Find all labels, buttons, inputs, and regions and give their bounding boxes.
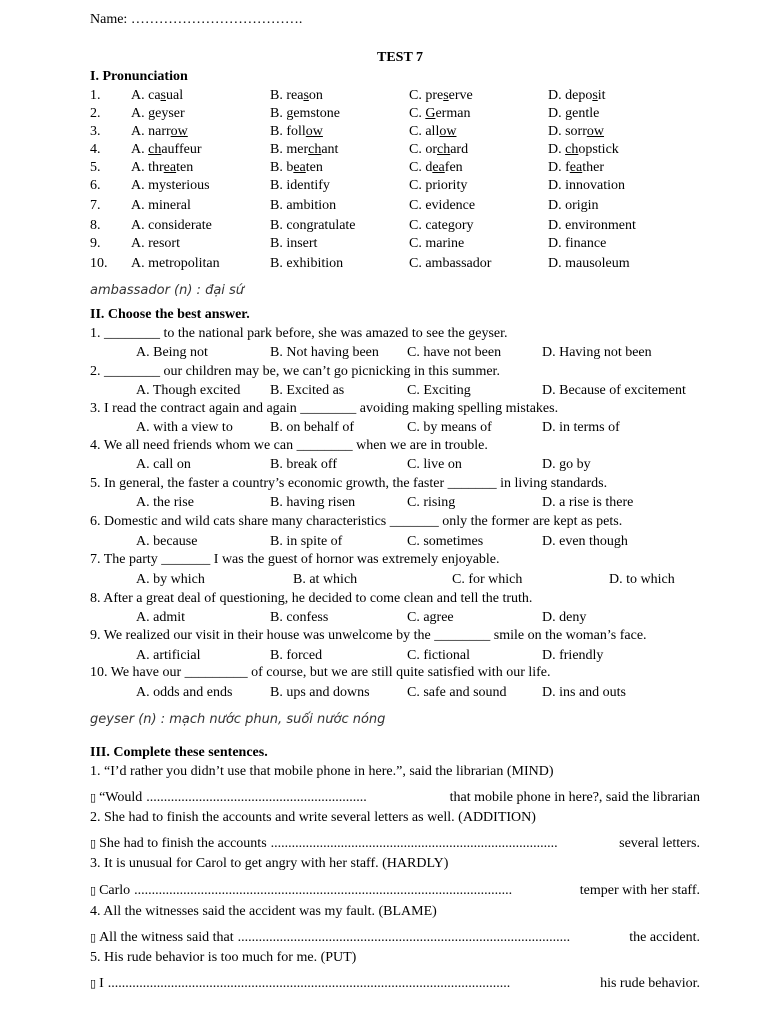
arrow-placeholder-icon: ▯ xyxy=(90,837,97,850)
answer-tail: the accident. xyxy=(629,930,700,945)
option-d: D. mausoleum xyxy=(548,256,630,271)
answer-lead: She had to finish the accounts xyxy=(99,836,267,851)
item-number: 6. xyxy=(90,178,101,193)
option-c: C. priority xyxy=(409,178,468,193)
option-a: A. metropolitan xyxy=(131,256,220,271)
answer-option: D. Because of excitement xyxy=(542,383,686,398)
answer-blank[interactable]: ................................................................................................................... xyxy=(107,976,511,991)
option-d: D. chopstick xyxy=(548,142,619,157)
question-text: 2. ________ our children may be, we can’t go picnicking in this summer. xyxy=(90,364,500,379)
option-a: A. resort xyxy=(131,236,180,251)
underlined-sound: g xyxy=(148,106,156,121)
underlined-sound: ow xyxy=(586,124,605,139)
answer-option: A. artificial xyxy=(136,648,201,663)
answer-lead: All the witness said that xyxy=(99,930,234,945)
item-number: 4. xyxy=(90,142,101,157)
answer-blank[interactable]: ............................................................................................................ xyxy=(134,883,513,898)
answer-tail: temper with her staff. xyxy=(579,883,700,898)
section3-heading: III. Complete these sentences. xyxy=(90,745,268,760)
option-b: B. gemstone xyxy=(270,106,340,121)
answer-option: B. having risen xyxy=(270,495,356,510)
underlined-sound: s xyxy=(303,88,309,103)
question-text: 3. I read the contract again and again ________ avoiding making spelling mistakes. xyxy=(90,401,559,416)
underlined-sound: s xyxy=(592,88,598,103)
section2-note: geyser (n) : mạch nước phun, suối nước nóng xyxy=(90,712,386,727)
option-a: A. narrow xyxy=(131,124,188,139)
answer-blank[interactable]: ............................................................... xyxy=(146,790,367,805)
item-number: 7. xyxy=(90,198,101,213)
answer-line xyxy=(90,930,700,946)
answer-option: D. Having not been xyxy=(542,345,652,360)
option-c: C. category xyxy=(409,218,474,233)
sentence-prompt: 5. His rude behavior is too much for me. (PUT) xyxy=(90,950,357,965)
sentence-prompt: 3. It is unusual for Carol to get angry with her staff. (HARDLY) xyxy=(90,856,449,871)
option-c: C. marine xyxy=(409,236,465,251)
answer-option: D. ins and outs xyxy=(542,685,626,700)
answer-option: A. with a view to xyxy=(136,420,233,435)
answer-option: C. by means of xyxy=(407,420,492,435)
answer-tail: his rude behavior. xyxy=(600,976,700,991)
answer-option: A. because xyxy=(136,534,198,549)
answer-option: B. ups and downs xyxy=(270,685,370,700)
arrow-placeholder-icon: ▯ xyxy=(90,884,97,897)
answer-tail: that mobile phone in here?, said the librarian xyxy=(449,790,700,805)
answer-option: A. odds and ends xyxy=(136,685,233,700)
option-d: D. finance xyxy=(548,236,607,251)
option-a: A. mineral xyxy=(131,198,191,213)
answer-option: D. deny xyxy=(542,610,587,625)
answer-option: B. Not having been xyxy=(270,345,379,360)
question-text: 6. Domestic and wild cats share many characteristics _______ only the former are kept as pets. xyxy=(90,514,623,529)
item-number: 9. xyxy=(90,236,101,251)
underlined-sound: G xyxy=(425,106,436,121)
underlined-sound: ch xyxy=(308,142,322,157)
answer-lead: Carlo xyxy=(99,883,131,898)
option-d: D. gentle xyxy=(548,106,600,121)
question-text: 1. ________ to the national park before, she was amazed to see the geyser. xyxy=(90,326,508,341)
sentence-prompt: 2. She had to finish the accounts and write several letters as well. (ADDITION) xyxy=(90,810,536,825)
question-text: 8. After a great deal of questioning, he decided to come clean and tell the truth. xyxy=(90,591,533,606)
underlined-sound: s xyxy=(443,88,449,103)
option-c: C. ambassador xyxy=(409,256,492,271)
answer-line xyxy=(90,976,700,992)
section2-heading: II. Choose the best answer. xyxy=(90,307,250,322)
section1-heading: I. Pronunciation xyxy=(90,69,188,84)
underlined-sound: ow xyxy=(439,124,457,139)
option-b: B. identify xyxy=(270,178,330,193)
answer-option: D. in terms of xyxy=(542,420,620,435)
answer-option: C. agree xyxy=(407,610,454,625)
answer-option: A. by which xyxy=(136,572,205,587)
answer-option: D. a rise is there xyxy=(542,495,634,510)
answer-option: B. in spite of xyxy=(270,534,343,549)
arrow-placeholder-icon: ▯ xyxy=(90,977,97,990)
sentence-prompt: 1. “I’d rather you didn’t use that mobile phone in here.”, said the librarian (MIND) xyxy=(90,764,554,779)
answer-option: D. go by xyxy=(542,457,591,472)
answer-lead: I xyxy=(99,976,104,991)
option-b: B. congratulate xyxy=(270,218,356,233)
answer-lead: “Would xyxy=(99,790,143,805)
answer-option: C. have not been xyxy=(407,345,502,360)
answer-option: C. rising xyxy=(407,495,456,510)
answer-line xyxy=(90,836,700,852)
answer-option: C. Exciting xyxy=(407,383,471,398)
option-c: C. orchard xyxy=(409,142,469,157)
option-c: C. evidence xyxy=(409,198,476,213)
underlined-sound: ch xyxy=(148,142,162,157)
item-number: 8. xyxy=(90,218,101,233)
option-d: D. origin xyxy=(548,198,599,213)
underlined-sound: ow xyxy=(170,124,188,139)
answer-option: A. Being not xyxy=(136,345,208,360)
option-a: A. threaten xyxy=(131,160,194,175)
item-number: 5. xyxy=(90,160,101,175)
answer-line xyxy=(90,883,700,899)
option-d: D. sorrow xyxy=(548,124,605,139)
answer-option: B. on behalf of xyxy=(270,420,354,435)
option-d: D. feather xyxy=(548,160,604,175)
answer-line xyxy=(90,790,700,806)
answer-option: C. sometimes xyxy=(407,534,484,549)
option-b: B. exhibition xyxy=(270,256,344,271)
underlined-sound: s xyxy=(160,88,166,103)
option-d: D. environment xyxy=(548,218,636,233)
answer-option: C. safe and sound xyxy=(407,685,507,700)
option-b: B. follow xyxy=(270,124,323,139)
option-b: B. merchant xyxy=(270,142,339,157)
answer-option: C. live on xyxy=(407,457,462,472)
sentence-prompt: 4. All the witnesses said the accident was my fault. (BLAME) xyxy=(90,904,437,919)
answer-option: A. the rise xyxy=(136,495,194,510)
answer-option: D. even though xyxy=(542,534,628,549)
answer-option: B. forced xyxy=(270,648,323,663)
answer-option: A. admit xyxy=(136,610,185,625)
item-number: 10. xyxy=(90,256,108,271)
option-a: A. considerate xyxy=(131,218,212,233)
underlined-sound: ow xyxy=(305,124,323,139)
answer-option: A. Though excited xyxy=(136,383,241,398)
option-c: C. allow xyxy=(409,124,457,139)
answer-option: A. call on xyxy=(136,457,191,472)
name-line: Name: ………………………………. xyxy=(90,12,303,27)
item-number: 3. xyxy=(90,124,101,139)
underlined-sound: ch xyxy=(437,142,451,157)
underlined-sound: ea xyxy=(432,160,445,175)
option-d: D. deposit xyxy=(548,88,606,103)
option-b: B. reason xyxy=(270,88,323,103)
option-b: B. insert xyxy=(270,236,318,251)
option-b: B. ambition xyxy=(270,198,337,213)
item-number: 2. xyxy=(90,106,101,121)
answer-option: B. at which xyxy=(293,572,358,587)
underlined-sound: ea xyxy=(163,160,177,175)
item-number: 1. xyxy=(90,88,101,103)
question-text: 7. The party _______ I was the guest of hornor was extremely enjoyable. xyxy=(90,552,500,567)
underlined-sound: g xyxy=(565,106,573,121)
answer-option: B. confess xyxy=(270,610,329,625)
underlined-sound: ea xyxy=(569,160,583,175)
option-c: C. German xyxy=(409,106,471,121)
underlined-sound: ea xyxy=(293,160,306,175)
answer-option: D. friendly xyxy=(542,648,604,663)
arrow-placeholder-icon: ▯ xyxy=(90,931,97,944)
underlined-sound: g xyxy=(286,106,294,121)
option-b: B. beaten xyxy=(270,160,323,175)
answer-option: B. break off xyxy=(270,457,337,472)
answer-option: D. to which xyxy=(609,572,675,587)
option-c: C. preserve xyxy=(409,88,473,103)
option-a: A. casual xyxy=(131,88,184,103)
answer-blank[interactable]: ............................................................................................... xyxy=(237,930,571,945)
answer-option: C. for which xyxy=(452,572,523,587)
question-text: 4. We all need friends whom we can ________ when we are in trouble. xyxy=(90,438,488,453)
question-text: 5. In general, the faster a country’s economic growth, the faster _______ in living standards. xyxy=(90,476,608,491)
arrow-placeholder-icon: ▯ xyxy=(90,791,97,804)
answer-blank[interactable]: .................................................................................. xyxy=(270,836,558,851)
answer-option: C. fictional xyxy=(407,648,470,663)
option-a: A. mysterious xyxy=(131,178,210,193)
section1-note: ambassador (n) : đại sứ xyxy=(90,283,245,298)
underlined-sound: ch xyxy=(565,142,579,157)
option-c: C. deafen xyxy=(409,160,463,175)
answer-option: B. Excited as xyxy=(270,383,345,398)
option-a: A. geyser xyxy=(131,106,185,121)
option-d: D. innovation xyxy=(548,178,625,193)
option-a: A. chauffeur xyxy=(131,142,202,157)
answer-tail: several letters. xyxy=(619,836,700,851)
question-text: 9. We realized our visit in their house was unwelcome by the ________ smile on the woman’s face. xyxy=(90,628,647,643)
question-text: 10. We have our _________ of course, but we are still quite satisfied with our life. xyxy=(90,665,551,680)
test-title: TEST 7 xyxy=(377,50,424,65)
